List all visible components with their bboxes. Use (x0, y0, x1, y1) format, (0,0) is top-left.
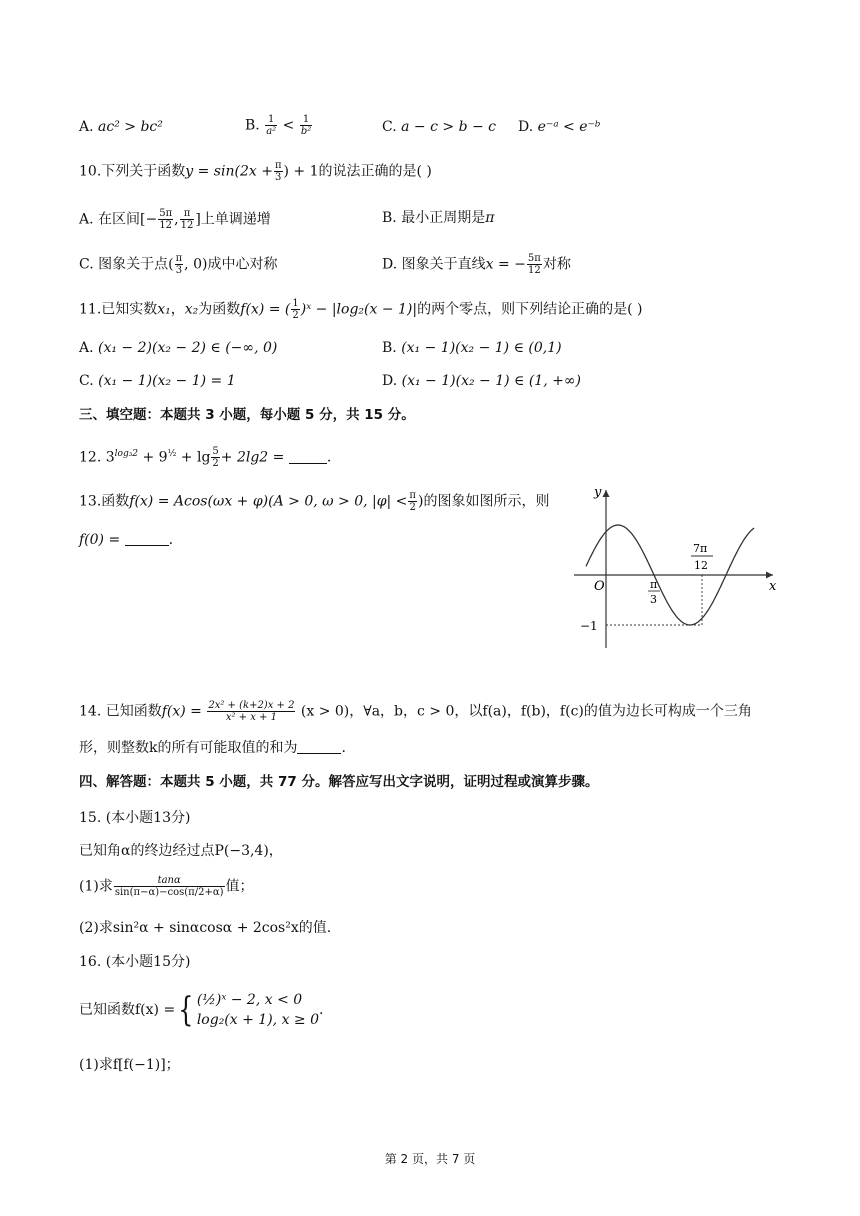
seven-pi-num: 7π (693, 542, 708, 555)
q13-stem: 13.函数f(x) = Acos(ωx + φ)(A > 0, ω > 0, |φ| < $\frac{\pi}{2}$ )的图象如图所示，则 (79, 490, 550, 513)
q14-stem: 14. 已知函数f(x) = $\frac{\text{2x² + (k+2)x + 2}}{\text{x² + x + 1}}$ (x > 0)，∀a，b，c > 0，以f(a)，f(b)，f(c)的值为边长可构成一个三角 (79, 700, 752, 723)
q15-part2: (2)求sin²α + sinαcosα + 2cos²x的值. (79, 920, 332, 936)
left-brace: { (178, 990, 194, 1030)
q9-option-c: C. a − c > b − c (382, 119, 497, 135)
q16-header: 16. (本小题15分) (79, 954, 191, 970)
pi-over-3-num: π (650, 578, 658, 591)
pi-over-3-den: 3 (650, 593, 657, 606)
q15-given: 已知角α的终边经过点P(−3,4)， (79, 843, 283, 859)
q10-option-a: A. 在区间[− $\frac{5\pi}{12}$ , $\frac{\pi}{12}$ ]上单调递增 (79, 208, 271, 231)
q11-option-a: A. (x₁ − 2)(x₂ − 2) ∈ (−∞, 0) (79, 340, 278, 356)
q14-answer-blank[interactable] (297, 739, 341, 754)
section-4-heading: 四、解答题：本题共 5 小题，共 77 分。解答应写出文字说明，证明过程或演算步骤。 (79, 774, 599, 790)
q15-part1: (1)求 $\frac{\tan\alpha}{\sin(\pi-\alpha)-\cos(\pi/2+\alpha)}$ 值； (79, 875, 254, 898)
q9-option-d: D. e⁻ᵃ < e⁻ᵇ (518, 119, 601, 135)
q14-line2: 形，则整数k的所有可能取值的和为 . (79, 740, 346, 756)
section-3-heading: 三、填空题：本题共 3 小题，每小题 5 分，共 15 分。 (79, 407, 415, 423)
q9-option-a: A. ac² > bc² (79, 119, 163, 135)
q11-option-d: D. (x₁ − 1)(x₂ − 1) ∈ (1, +∞) (382, 373, 581, 389)
q11-stem: 11.已知实数x₁，x₂为函数f(x) = ( $\frac{1}{2}$ )ˣ − |log₂(x − 1)|的两个零点，则下列结论正确的是( ) (79, 298, 643, 321)
q12-stem: 12. $3^{log_32} + 9^{\frac{1}{2}} + \lg$ $\frac{5}{2}$ + 2lg2 = . (79, 446, 332, 469)
seven-pi-den: 12 (694, 559, 708, 572)
page-footer: 第 2 页，共 7 页 (384, 1152, 476, 1166)
q10-option-d: D. 图象关于直线x = − $\frac{5\pi}{12}$ 对称 (382, 253, 571, 276)
q13-answer-blank[interactable] (125, 531, 169, 546)
q10-stem: 10.下列关于函数y = sin(2x + $\frac{\pi}{3}$ ) + 1的说法正确的是( ) (79, 160, 432, 183)
origin-label: O (594, 579, 605, 594)
y-axis-label: y (594, 485, 602, 500)
q9-option-b: B. $\frac{1}{\text{a²}}$ < $\frac{1}{\text{b²}}$ (245, 114, 312, 137)
cosine-graph (568, 480, 788, 655)
q10-option-c: C. 图象关于点( $\frac{\pi}{3}$ , 0)成中心对称 (79, 253, 278, 276)
q16-given: 已知函数f(x) ={ (½)ˣ − 2, x < 0 log₂(x + 1), x ≥ 0 . (79, 990, 324, 1030)
x-axis-label: x (769, 579, 777, 594)
q11-option-b: B. (x₁ − 1)(x₂ − 1) ∈ (0,1) (382, 340, 562, 356)
q10-option-b: B. 最小正周期是π (382, 210, 495, 226)
q15-header: 15. (本小题13分) (79, 810, 191, 826)
q12-answer-blank[interactable] (289, 449, 327, 464)
minus-one-label: −1 (580, 619, 598, 633)
q13-line2: f(0) = . (79, 532, 174, 548)
q11-option-c: C. (x₁ − 1)(x₂ − 1) = 1 (79, 373, 236, 389)
q16-part1: (1)求f[f(−1)]； (79, 1057, 180, 1073)
